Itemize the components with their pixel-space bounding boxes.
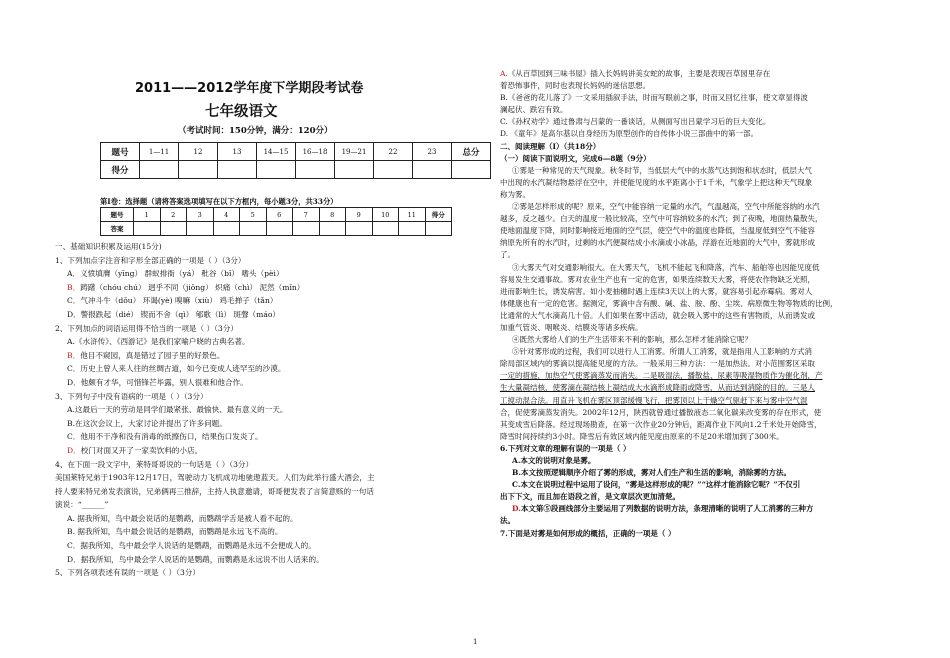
answer-header-cell: 9 <box>346 208 373 222</box>
reading-line: 一定的措施，加热空气使雾滴蒸发而消失。二是吸湿法，播散盐、尿素等吸湿物质作为催化剂，产 <box>500 371 823 381</box>
page-number: 1 <box>473 638 478 646</box>
score-cell[interactable] <box>452 161 491 179</box>
question-line: A．义愤填膺（yīng） 群蚁排衙（yá） 秕谷（bǐ） 嗜头（pèi） <box>67 269 284 279</box>
reading-line: 了。 <box>500 250 515 260</box>
reading-line: D.本文第⑤段画线部分主要运用了列数据的说明方法，条理清晰的说明了人工消雾的三种方 <box>512 504 814 514</box>
score-header-cell: 19—21 <box>335 143 374 161</box>
score-header-cell: 12 <box>179 143 218 161</box>
reading-line: 6.下列对文章的理解有误的一项是（ ） <box>500 443 631 453</box>
reading-line: 生大量凝结核，使雾滴在凝结核上凝结成大水滴形成降雨或降雪，从而达到消除的目的。三是人 <box>500 383 815 393</box>
answer-cell[interactable] <box>346 222 373 236</box>
answer-marker: B． <box>67 282 81 292</box>
answer-header-cell: 4 <box>213 208 240 222</box>
answer-cell[interactable] <box>266 222 293 236</box>
answer-marker: D. <box>512 504 521 514</box>
question-line: B. 据我所知，鸟中最会说话的是鹦鹉，而鹦鹉是永远飞不高的。 <box>67 527 283 537</box>
question-line: D．他颇有才华，可惜锋芒毕露，别人很难和他合作。 <box>67 377 248 387</box>
answer-header-cell: 5 <box>240 208 267 222</box>
reading-line: 7.下面是对雾是如何形成的概括，正确的一项是（ ） <box>500 528 676 538</box>
score-header-cell: 14—15 <box>257 143 296 161</box>
score-cell[interactable] <box>374 161 413 179</box>
question-line: D．据我所知，鸟中最会学人说话的是鹦鹉，而鹦鹉是永远说不出人话来的。 <box>67 554 324 564</box>
answer-marker: D． <box>67 445 81 455</box>
question-line: 2、下列加点的词语运用得不恰当的一项是（ ）（3分） <box>55 323 238 333</box>
reading-line: 着恐怖事件，同时也表现长妈妈的迷信思想。 <box>500 81 650 91</box>
reading-line: 除局部区域内的雾滴以提高能见度的方法。一般采用三种方法：一是加热法。对小范围雾区采取 <box>500 359 815 369</box>
answer-header-cell: 7 <box>293 208 320 222</box>
score-cell[interactable] <box>413 161 452 179</box>
question-line: B．踌躇（chóu chú） 迥乎不同（jiǒng） 炽痛（chì） 泥然（mǐn） <box>67 282 305 292</box>
answer-cell[interactable] <box>399 222 426 236</box>
score-cell[interactable] <box>140 161 179 179</box>
reading-line: B.《爸爸的花儿落了》一文采用插叙手法，时而写眼前之事，时而又回忆往事，使文章显得波 <box>500 93 808 103</box>
score-cell[interactable] <box>179 161 218 179</box>
reading-line: 其变成雪后降落。经过现场勘查，在第一次作业20分钟后，距离作业下风向1.2千米处开始降雪， <box>500 419 822 429</box>
question-line: C．历史上曾人来人往的丝绸古道，如今已变成人迹罕至的沙漠。 <box>67 364 286 374</box>
question-line: D．警报跌起（dié） 锲而不舍（qì） 郇歌（lì） 斑聲（máo） <box>67 309 281 319</box>
reading-line: 澜起伏、跌宕有致。 <box>500 105 568 115</box>
score-header-cell: 22 <box>374 143 413 161</box>
score-cell[interactable] <box>257 161 296 179</box>
page-title: 2011——2012学年度下学期段考试卷 <box>135 81 364 96</box>
reading-line: 进而影响生长，诱发病害。如小麦抽穗时遇上连续3天以上的大雾，就容易引起赤霉病。雾对人 <box>500 286 813 296</box>
answer-header-cell: 8 <box>319 208 346 222</box>
reading-line: A.本文的说明对象是雾。 <box>512 456 596 465</box>
answer-table <box>100 207 452 236</box>
reading-line: 中出现的水汽凝结物悬浮在空中，并使能见度的水平距离小于1千米，气象学上把这种天气现象 <box>500 177 813 187</box>
reading-line: 出下下文，而且加在语段之首，是文章层次更加清楚。 <box>500 492 680 502</box>
answer-cell[interactable] <box>372 222 399 236</box>
question-line: B.在这次会议上，大家讨论并提出了许多问题。 <box>67 418 227 428</box>
left-column-text <box>55 240 465 580</box>
reading-line: D. 《童年》是高尔基以自身经历为原型创作的自传体小说三部曲中的第一部。 <box>500 129 759 139</box>
question-line: C．据我所知，鸟中最会学人说话的是鹦鹉，而鹦鹉是永远不会便成人的。 <box>67 541 316 551</box>
answer-header-cell: 10 <box>372 208 399 222</box>
answer-cell[interactable] <box>425 222 452 236</box>
reading-line: ②雾是怎样形成的呢？原来，空气中能容纳一定量的水汽，气温越高，空气中所能容纳的水汽 <box>512 202 820 212</box>
score-cell[interactable] <box>296 161 335 179</box>
question-line: A.《水浒传》、《西游记》是我们家喻户晓的古典名著。 <box>67 337 250 347</box>
reading-line: 法。 <box>500 516 515 526</box>
score-header-cell: 总分 <box>452 143 491 161</box>
right-column-text <box>500 68 902 540</box>
page-subtitle: 七年级语文 <box>205 104 278 120</box>
question-line: 演说：“______” <box>55 500 109 510</box>
reading-line: 使地面温度下降，同时影响接近地面的空气层，使空气中的温度也降低，当温度低到空气不能容 <box>500 226 815 236</box>
answer-cell[interactable] <box>213 222 240 236</box>
score-table <box>100 142 491 179</box>
score-cell[interactable] <box>335 161 374 179</box>
reading-line: A.《从百草园到三味书屋》插入长妈妈讲美女蛇的故事，主要是表现百草园里存在 <box>500 69 771 78</box>
reading-line: 称为雾。 <box>500 189 530 199</box>
score-header-cell: 23 <box>413 143 452 161</box>
reading-line: 体健康也有一定的危害。据测定，雾滴中含有酸、碱、盐、胺、酚、尘埃、病原微生物等物质的比例， <box>500 298 838 308</box>
question-line: B．他目不窥园，真是错过了园子里的好景色。 <box>67 350 225 360</box>
reading-line: C.本文在说明过程中运用了设问，“雾是这样形成的呢？”“这样才能消除它呢？”不仅引 <box>512 480 801 490</box>
question-line: 1、下列加点字注音和字形全部正确的一项是（ ）（3分） <box>55 255 246 265</box>
reading-line: ⑤针对雾形成的过程，我们可以进行人工消雾。所谓人工消雾，就是指用人工影响的方式消 <box>512 347 812 357</box>
reading-line: C.《孙权劝学》通过鲁肃与吕蒙的一番谈话，从侧面写出吕蒙学习后的巨大变化。 <box>500 117 771 127</box>
reading-line: （一）阅读下面说明文，完成6—8题（9分） <box>500 153 651 163</box>
reading-line: 降雪时间持续约3小时。降雪后有效区域内能见度由原来的不足20米增加到了300米。 <box>500 431 784 441</box>
answer-cell[interactable] <box>293 222 320 236</box>
question-line: D．校门对面又开了一家卖饮料的小店。 <box>67 445 203 455</box>
reading-line: 比通常的大气水滴高几十倍。人们如果在雾中活动，就会吸入雾中的这些有害物质，从而诱发或 <box>500 310 815 320</box>
answer-header-cell: 1 <box>134 208 161 222</box>
answer-header-cell: 得分 <box>425 208 452 222</box>
score-header-cell: 1—11 <box>140 143 179 161</box>
answer-cell[interactable] <box>160 222 187 236</box>
answer-row-label: 答案 <box>101 222 134 236</box>
question-line: 一、基础知识积累及运用(15分) <box>55 242 162 251</box>
question-line: C．气冲斗牛（dǒu） 环谒(yè) 嗅嘛（xiù） 鸡毛掸子（tǎn） <box>67 296 278 306</box>
reading-line: 纳原先所有的水汽时，过剩的水汽便凝结成小水滴或小冰晶，浮游在近地面的大气中，雾就形成 <box>500 238 815 248</box>
reading-line: B.本文按照逻辑顺序介绍了雾的形成，雾对人们生产和生活的影响，消除雾的方法。 <box>512 468 791 478</box>
reading-line: 工搅动混合法。用直升飞机在雾区顶部缓慢飞行，把雾顶以上干燥空气驱赶下来与雾中空气混 <box>500 395 808 405</box>
answer-note: 第Ⅰ卷：选择题（请将答案选项填写在以下方框内，每小题3分，共33分） <box>100 197 338 206</box>
score-header-cell: 13 <box>218 143 257 161</box>
answer-cell[interactable] <box>134 222 161 236</box>
reading-line: 加重气管炎、咽喉炎、结膜炎等诸多疾病。 <box>500 322 643 332</box>
reading-line: 合，促使雾滴蒸发消失。2002年12月，陕西就曾通过播散液态二氧化碳来改变雾的存在形式，使 <box>500 407 822 417</box>
answer-cell[interactable] <box>240 222 267 236</box>
answer-marker: B． <box>67 350 81 360</box>
score-header-cell: 16—18 <box>296 143 335 161</box>
question-line: 美国莱特兄弟于1903年12月17日，驾驶动力飞机成功地驰遨蓝天。人们为此举行盛大酒会，主 <box>55 473 375 483</box>
score-cell[interactable] <box>218 161 257 179</box>
answer-header-cell: 题号 <box>101 208 134 222</box>
answer-marker: A. <box>500 69 508 78</box>
score-row-label: 得分 <box>101 161 140 179</box>
question-line: C．他用不干净和没有消毒的纸擦伤口，结果伤口发炎了。 <box>67 432 263 442</box>
exam-info: （考试时间：150分钟，满分：120分） <box>178 126 333 136</box>
question-line: A. 据我所知，鸟中最会说话的是鹦鹉，而鹦鹉学舌是被人看不起的。 <box>67 513 298 523</box>
answer-header-cell: 11 <box>399 208 426 222</box>
reading-line: 容易发生交通事故。雾对农业生产也有一定的危害，如果连续数天大雾，将使农作物缺乏光照， <box>500 274 815 284</box>
answer-header-cell: 6 <box>266 208 293 222</box>
answer-header-cell: 2 <box>160 208 187 222</box>
question-line: 持人要来特兄弟发表演说，兄弟俩再三推辞，主持人执意邀请，哥哥便发表了言简意赅的一句话 <box>55 486 374 496</box>
score-header-cell: 题号 <box>101 143 140 161</box>
reading-line: ③大雾天气对交通影响很大。在大雾天气，飞机不能起飞和降落，汽车、船舶等也因能见度低 <box>512 262 820 272</box>
reading-line: ④既然大雾给人们的生产生活带来不利的影响，那么怎样才能消除它呢？ <box>512 335 752 345</box>
question-line: 5、下列各项表述有误的一项是（ ）（3分） <box>55 568 200 578</box>
answer-cell[interactable] <box>319 222 346 236</box>
question-line: 4、在下面一段文字中，莱特哥哥说的一句话是（ ）（3分） <box>55 459 254 469</box>
answer-header-cell: 3 <box>187 208 214 222</box>
reading-line: ①雾是一种常见的天气现象。秋冬时节，当低层大气中的水蒸气达到饱和状态时，低层大气 <box>512 165 812 175</box>
question-line: A.这最后一天的劳动是同学们最紧张、最愉快、最有意义的一天。 <box>67 405 288 415</box>
reading-line: 越多，反之越少。白天的温度一般比较高，空气中可容纳较多的水汽；到了夜晚，地面热量散失， <box>500 214 823 224</box>
answer-cell[interactable] <box>187 222 214 236</box>
question-line: 3、下列句子中没有语病的一项是（ ）（3分） <box>55 391 208 401</box>
reading-line: 二、阅读理解（Ⅰ）（共18分） <box>500 141 601 151</box>
